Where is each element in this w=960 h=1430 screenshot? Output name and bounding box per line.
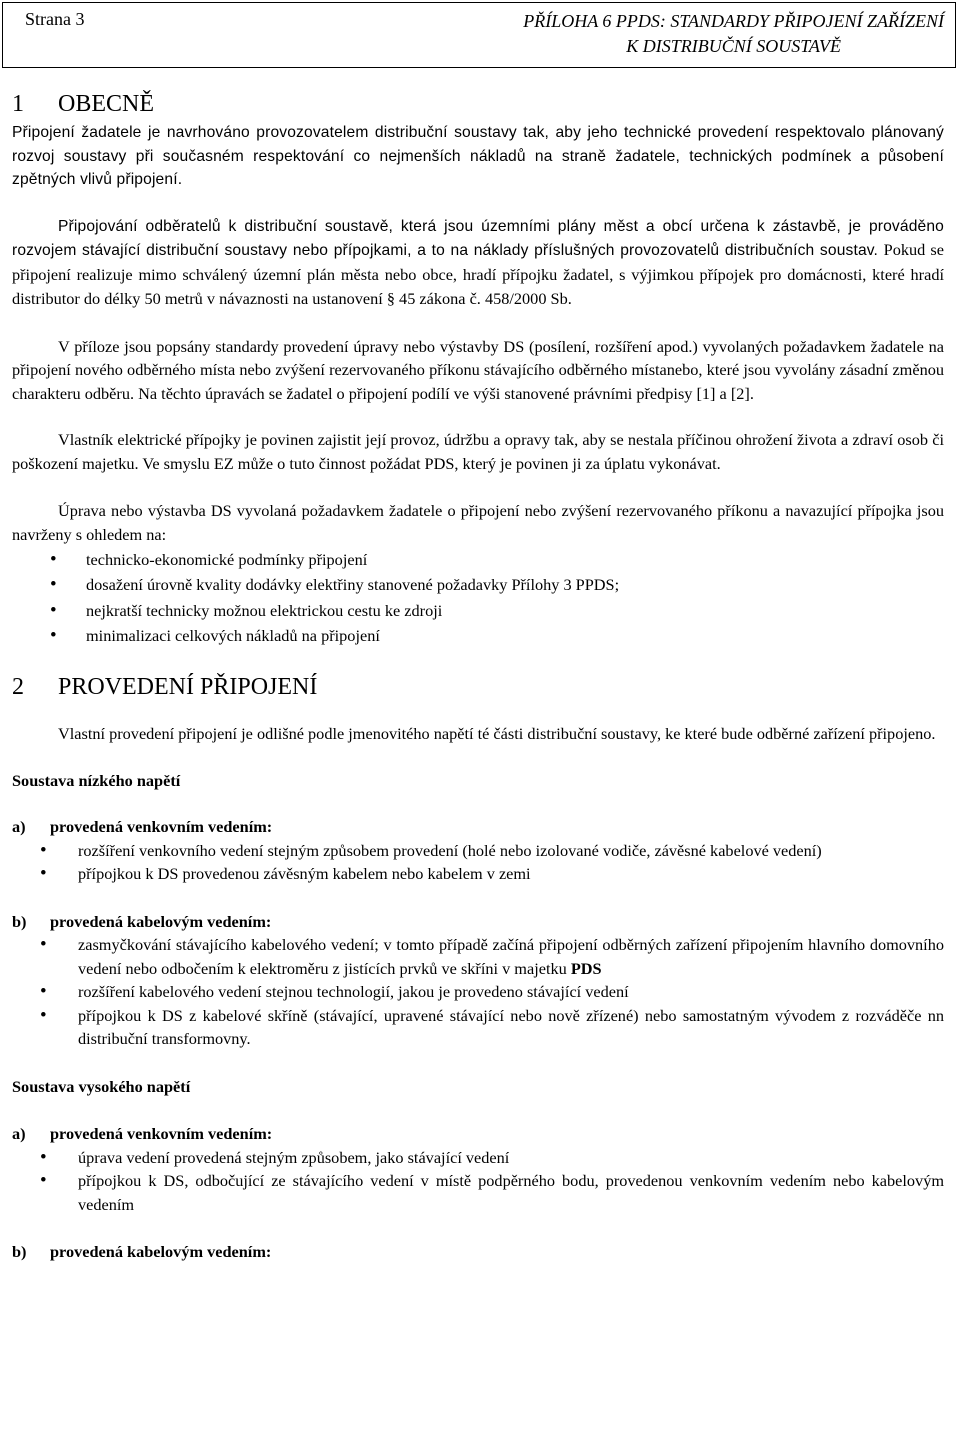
section-title: OBECNĚ [58, 91, 154, 117]
bullet-icon: • [40, 839, 47, 861]
list-item: • dosažení úrovně kvality dodávky elektřiny stanovené požadavky Přílohy 3 PPDS; [50, 574, 620, 596]
list-item: • technicko-ekonomické podmínky připojení [50, 549, 368, 570]
subsection-title: provedená kabelovým vedením: [50, 1242, 272, 1262]
section-title: PROVEDENÍ PŘIPOJENÍ [58, 674, 318, 701]
paragraph-sentence: Na těchto úpravách se žadatel o připojení podílí ve výši stanovené právními předpisy [1] a [2]. [138, 383, 754, 403]
paragraph [12, 335, 944, 406]
bullet-icon: • [50, 574, 57, 596]
section-number: 1 [12, 91, 24, 117]
document-title-line2: K DISTRIBUČNÍ SOUSTAVĚ [626, 36, 841, 56]
subsection-title: provedená venkovním vedením: [50, 817, 273, 837]
bullet-icon: • [40, 1004, 47, 1026]
paragraph: Vlastní provedení připojení je odlišné podle jmenovitého napětí té části distribuční soustavy, ke které bude odběrné zařízení připojeno. [58, 724, 936, 744]
subsection-title: provedená kabelovým vedením: [50, 911, 272, 931]
paragraph-sentence: V příloze jsou popsány standardy provedení úpravy nebo výstavby DS (posílení, rozšíření apod.) vyvolaných požadavkem žadatele na připojení nového odběrného místa nebo zvýšení rezervovaného příkonu stávajícího odběrného místanebo, které jsou vyvolány zásadní změnou charakteru odběru. [12, 336, 944, 403]
document-title-line1: PŘÍLOHA 6 PPDS: STANDARDY PŘIPOJENÍ ZAŘÍZENÍ [523, 11, 944, 31]
bullet-icon: • [40, 1146, 47, 1168]
list-item: • přípojkou k DS, odbočující ze stávajícího vedení v místě podpěrného bodu, provedenou venkovním vedením nebo kabelovým vedením [40, 1170, 944, 1214]
subsection-b-heading [12, 1240, 944, 1264]
bullet-icon: • [40, 981, 47, 1003]
bullet-icon: • [40, 863, 47, 885]
subsection-label: b) [12, 1242, 27, 1262]
subsection-label: a) [12, 1124, 26, 1144]
section-heading-1 [12, 86, 944, 122]
page-header [2, 2, 956, 68]
subsection-label: a) [12, 817, 26, 837]
nn-cable-list [12, 933, 944, 1051]
list-item: • zasmyčkování stávajícího kabelového vedení; v tomto případě začíná připojení odběrných zařízení připojením hlavního domovního vedení nebo odbočením k elektroměru z jistících prvků ve skříni v majetku PDS [40, 934, 944, 978]
criteria-list [12, 548, 944, 647]
document-title [523, 9, 944, 59]
list-item: • přípojkou k DS provedenou závěsným kabelem nebo kabelem v zemi [40, 863, 531, 885]
paragraph [12, 215, 944, 312]
paragraph-sentence: Připojování odběratelů k distribuční soustavě, která jsou územními plány měst a obcí určena k zástavbě, je prováděno rozvojem stávající distribuční soustavy nebo přípojkami, a to na náklady příslušných provozovatelů distribučních soustav. [12, 217, 944, 259]
bullet-icon: • [50, 549, 57, 570]
subsection-heading-nn: Soustava nízkého napětí [12, 770, 181, 790]
section-heading-2 [12, 669, 944, 705]
bullet-icon: • [40, 1170, 47, 1192]
bold-term: PDS [570, 958, 602, 978]
list-item: • přípojkou k DS z kabelové skříně (stávající, upravené stávající nebo nově zřízené) nebo samostatným vývodem z rozváděče nn distribuční transformovny. [40, 1004, 944, 1049]
subsection-label: b) [12, 911, 27, 931]
subsection-a-heading [12, 1122, 944, 1146]
list-item: • rozšíření venkovního vedení stejným způsobem provedení (holé nebo izolované vodiče, závěsné kabelové vedení) [40, 839, 822, 861]
list-item: • úprava vedení provedená stejným způsobem, jako stávající vedení [40, 1146, 510, 1168]
page-content [12, 86, 944, 1264]
bullet-icon: • [50, 624, 57, 646]
list-item: • nejkratší technicky možnou elektrickou cestu ke zdroji [50, 599, 443, 621]
vn-overhead-list [12, 1146, 944, 1217]
paragraph: Připojení žadatele je navrhováno provozovatelem distribuční soustavy tak, aby jeho technické provedení respektovalo plánovaný rozvoj soustavy při současném respektování co nejmenších nákladů na straně žadatele, technických podmínek a působení zpětných vlivů připojení. [12, 124, 944, 188]
subsection-b-heading [12, 910, 944, 934]
subsection-a-heading [12, 815, 944, 839]
list-item: • rozšíření kabelového vedení stejnou technologií, jakou je provedeno stávající vedení [40, 981, 629, 1003]
subsection-title: provedená venkovním vedením: [50, 1124, 273, 1144]
paragraph: Vlastník elektrické přípojky je povinen zajistit její provoz, údržbu a opravy tak, aby se nestala příčinou ohrožení života a zdraví osob či poškození majetku. Ve smyslu EZ může o tuto činnost požádat PDS, který je povinen ji za úplatu vykonávat. [12, 430, 944, 473]
list-item: • minimalizaci celkových nákladů na připojení [50, 624, 380, 646]
nn-overhead-list [12, 839, 944, 886]
paragraph-sentence: Pokud se připojení realizuje mimo schválený územní plán města nebo obce, hradí přípojku žadatel, s výjimkou přípojek pro domácnosti, které hradí distributor do délky 50 metrů v návaznosti na ustanovení § 45 zákona č. 458/2000 Sb. [12, 240, 944, 308]
page-number: Strana 3 [25, 9, 85, 29]
section-number: 2 [12, 674, 24, 701]
bullet-icon: • [50, 599, 57, 621]
bullet-icon: • [40, 934, 47, 956]
paragraph: Úprava nebo výstavba DS vyvolaná požadavkem žadatele o připojení nebo zvýšení rezervovaného příkonu a navazující přípojka jsou navrženy s ohledem na: [12, 501, 944, 544]
subsection-heading-vn: Soustava vysokého napětí [12, 1076, 191, 1096]
